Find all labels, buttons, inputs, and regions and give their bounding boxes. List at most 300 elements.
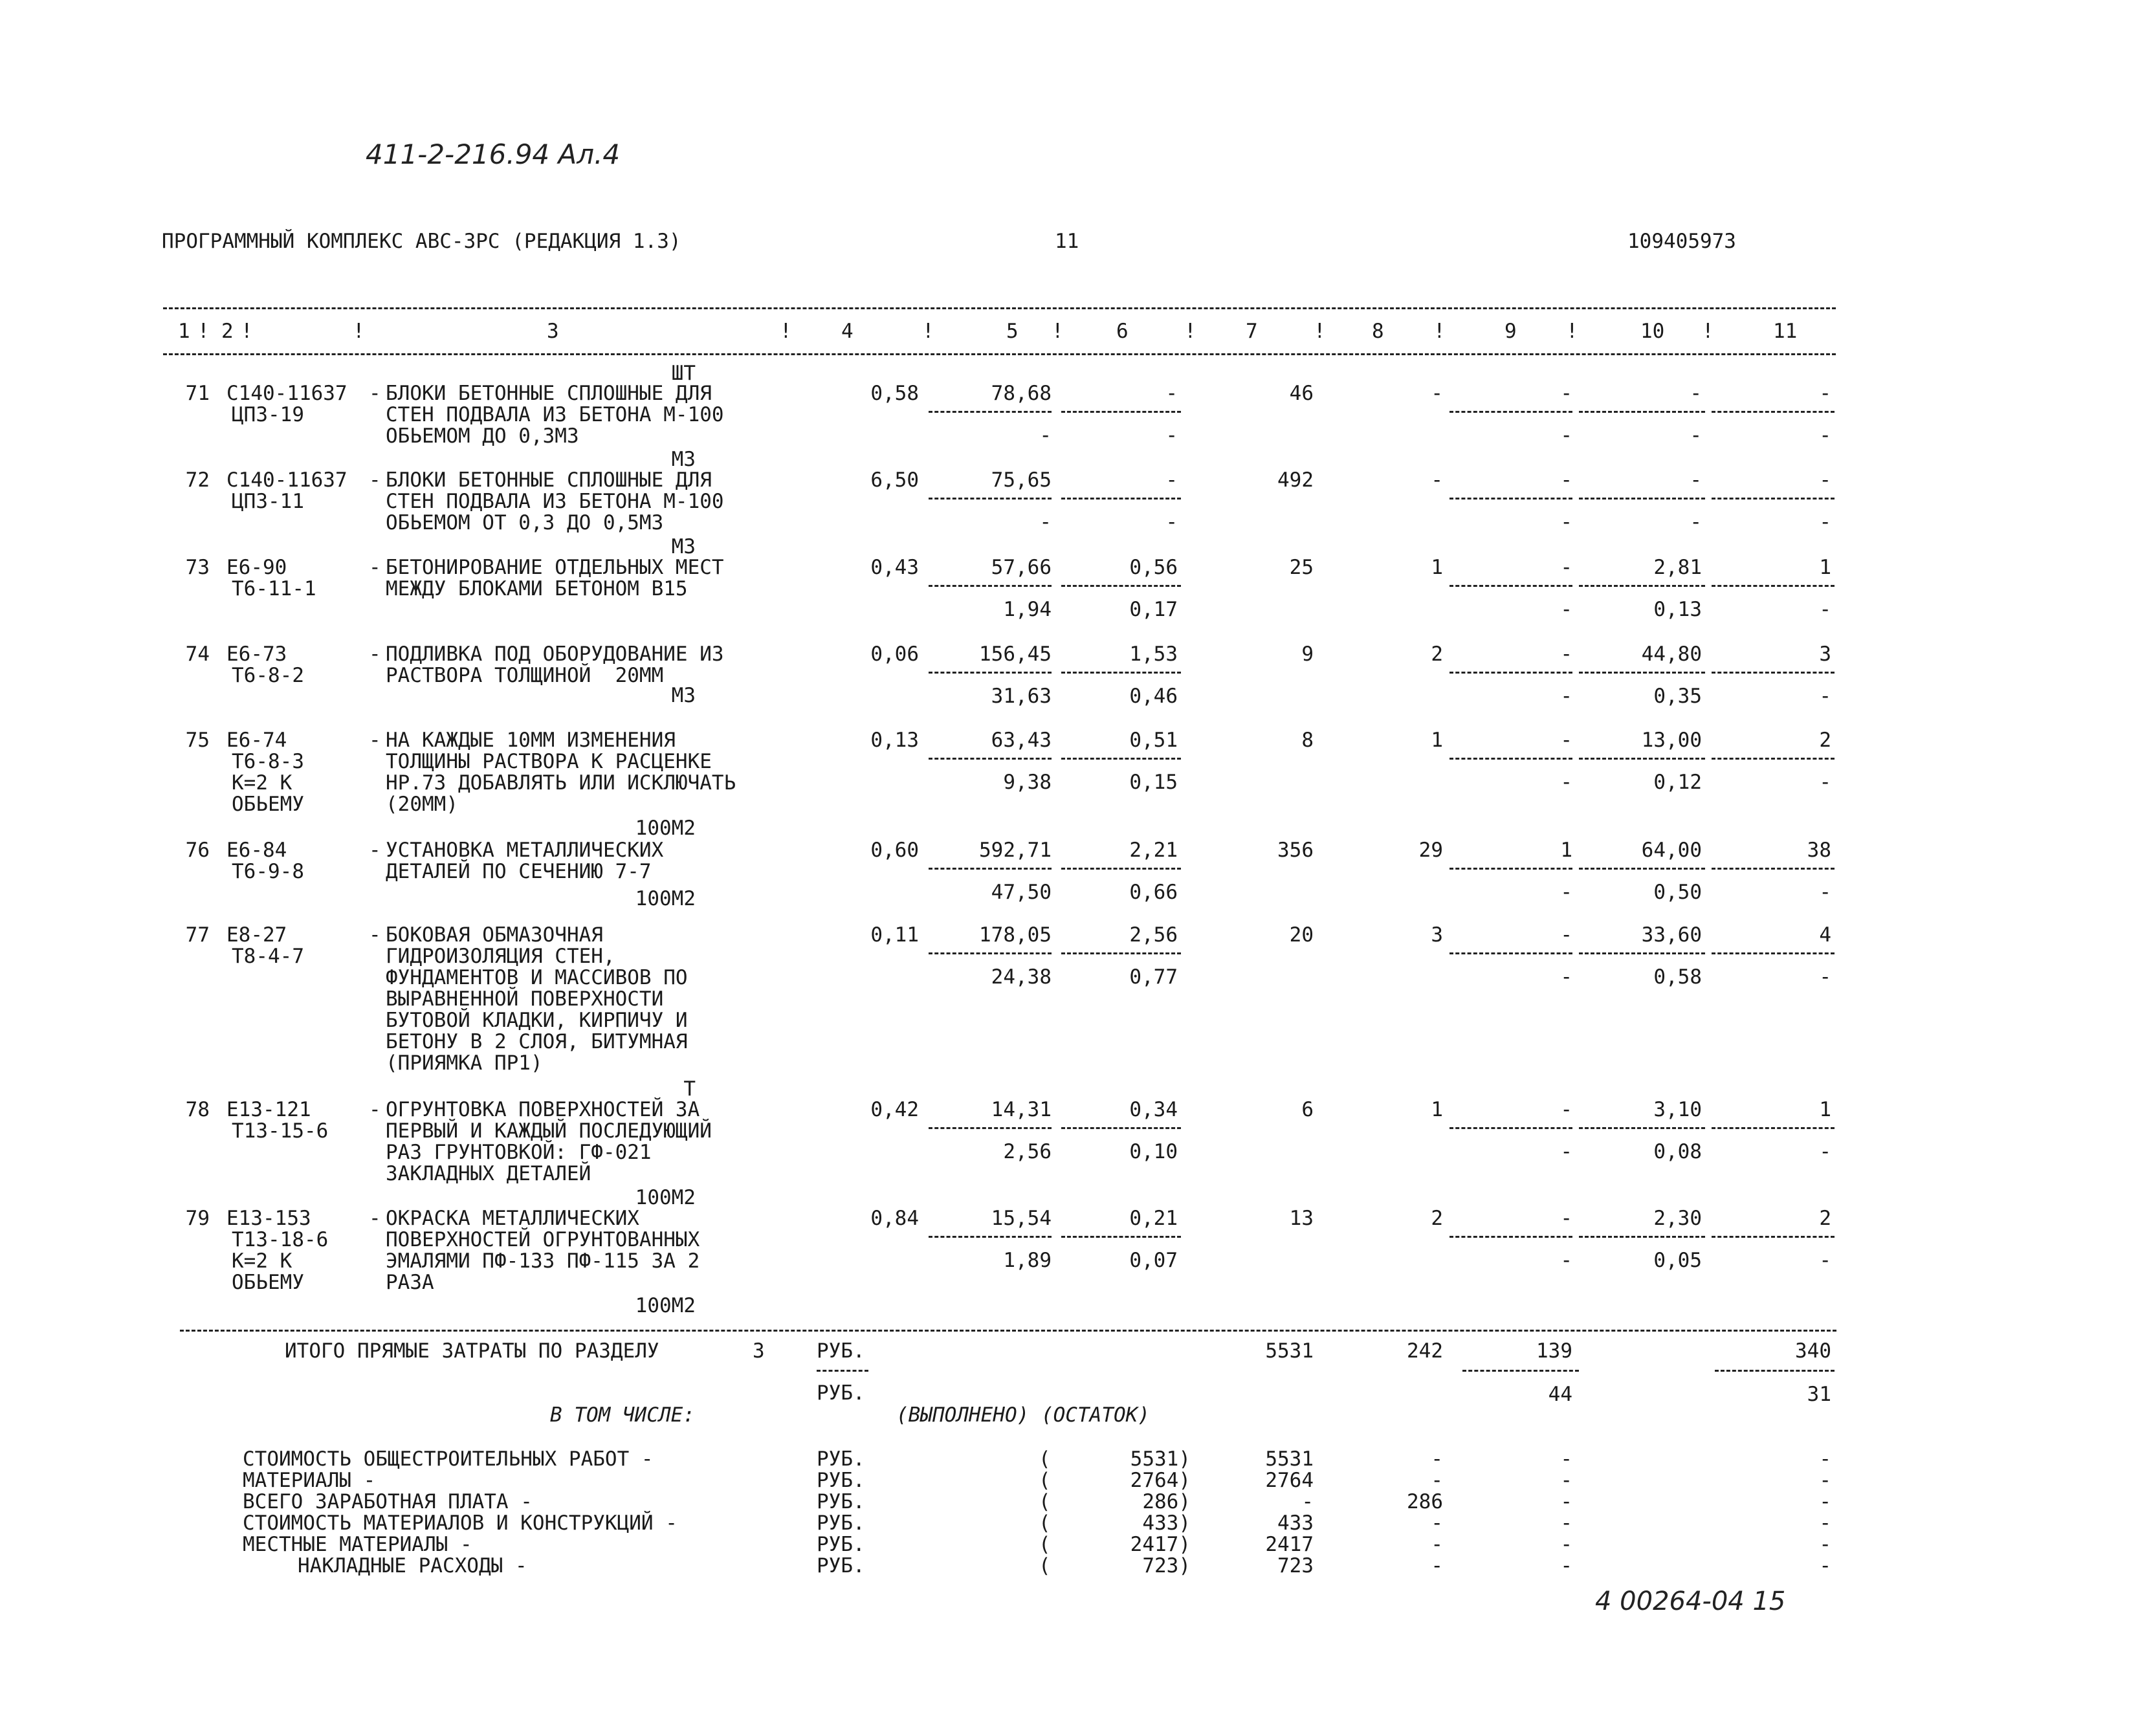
- row-col9-second: -: [1560, 598, 1572, 621]
- row-col10: 33,60: [1641, 923, 1702, 947]
- row-unit: 100М2: [635, 1294, 696, 1317]
- row-description-line: ОБЬЕМОМ ОТ 0,3 ДО 0,5М3: [386, 511, 664, 534]
- row-col9: -: [1560, 556, 1572, 579]
- totals-currency-rule: [817, 1370, 868, 1372]
- row-unit-wage: 0,56: [1129, 556, 1178, 579]
- row-unit-cost: 15,54: [991, 1207, 1052, 1230]
- row-code-secondary: Т6-8-3: [232, 750, 304, 773]
- row-split-rule: [929, 411, 1052, 413]
- row-split-rule: [929, 868, 1052, 870]
- totals-col7: 5531: [1265, 1339, 1314, 1363]
- row-number: 73: [185, 556, 210, 579]
- breakdown-col11: -: [1819, 1533, 1831, 1556]
- breakdown-done: 2764): [1130, 1469, 1191, 1492]
- row-split-rule: [1449, 498, 1572, 500]
- breakdown-open-paren: (: [1039, 1447, 1051, 1471]
- row-unit-wage-second: 0,07: [1129, 1249, 1178, 1272]
- row-number: 76: [185, 839, 210, 862]
- row-dash: -: [369, 643, 381, 666]
- row-total-cost: 6: [1301, 1098, 1314, 1121]
- breakdown-label: СТОИМОСТЬ ОБЩЕСТРОИТЕЛЬНЫХ РАБОТ -: [243, 1447, 654, 1471]
- row-description-line: ТОЛЩИНЫ РАСТВОРА К РАСЦЕНКЕ: [386, 750, 712, 773]
- row-code: Е6-74: [226, 729, 287, 752]
- breakdown-col8: -: [1431, 1554, 1443, 1577]
- row-code-secondary: Т6-9-8: [232, 860, 304, 883]
- row-total-cost: 46: [1289, 382, 1314, 405]
- row-col9: -: [1560, 468, 1572, 492]
- totals-label: ИТОГО ПРЯМЫЕ ЗАТРАТЫ ПО РАЗДЕЛУ: [285, 1339, 659, 1363]
- row-unit-cost-second: 2,56: [1003, 1140, 1052, 1163]
- row-split-rule: [1579, 952, 1705, 954]
- row-split-rule: [1449, 758, 1572, 760]
- row-split-rule: [1712, 758, 1835, 760]
- breakdown-col9: -: [1560, 1469, 1572, 1492]
- row-total-cost: 20: [1289, 923, 1314, 947]
- row-description-line: ДЕТАЛЕЙ ПО СЕЧЕНИЮ 7-7: [386, 860, 652, 883]
- page-number: 11: [1055, 230, 1079, 253]
- breakdown-label: НАКЛАДНЫЕ РАСХОДЫ -: [298, 1554, 527, 1577]
- totals-section-number: 3: [753, 1339, 765, 1363]
- row-col11: 2: [1819, 1207, 1831, 1230]
- column-header-11: 11: [1773, 320, 1798, 343]
- row-split-rule: [1579, 672, 1705, 674]
- row-split-rule: [1061, 868, 1181, 870]
- row-number: 77: [185, 923, 210, 947]
- row-unit-wage-second: 0,66: [1129, 881, 1178, 904]
- row-unit: ШТ: [671, 362, 696, 385]
- column-separator: !: [353, 320, 365, 343]
- row-col9: -: [1560, 643, 1572, 666]
- row-split-rule: [1712, 952, 1835, 954]
- row-unit-cost: 156,45: [979, 643, 1052, 666]
- row-code: Е13-121: [226, 1098, 311, 1121]
- row-split-rule: [1579, 498, 1705, 500]
- breakdown-col7: 2417: [1265, 1533, 1314, 1556]
- row-number: 78: [185, 1098, 210, 1121]
- row-col11-second: -: [1819, 598, 1831, 621]
- row-unit-cost-second: 31,63: [991, 685, 1052, 708]
- row-unit-cost: 63,43: [991, 729, 1052, 752]
- row-split-rule: [929, 952, 1052, 954]
- breakdown-col8: -: [1431, 1447, 1443, 1471]
- row-col9: -: [1560, 382, 1572, 405]
- row-description-line: НР.73 ДОБАВЛЯТЬ ИЛИ ИСКЛЮЧАТЬ: [386, 771, 736, 795]
- row-coefficient-note: ОБЬЕМУ: [232, 793, 304, 816]
- breakdown-currency: РУБ.: [817, 1469, 865, 1492]
- column-header-8: 8: [1372, 320, 1384, 343]
- row-unit-cost: 57,66: [991, 556, 1052, 579]
- breakdown-done: 5531): [1130, 1447, 1191, 1471]
- row-col10-second: 0,12: [1653, 771, 1702, 794]
- row-code: Е8-27: [226, 923, 287, 947]
- breakdown-done: 723): [1142, 1554, 1191, 1577]
- row-col9-second: -: [1560, 771, 1572, 794]
- row-col10-second: -: [1690, 424, 1702, 447]
- column-separator: !: [1566, 320, 1578, 343]
- row-col11-second: -: [1819, 771, 1831, 794]
- row-description-line: СТЕН ПОДВАЛА ИЗ БЕТОНА М-100: [386, 490, 724, 513]
- row-description-line: РАЗ ГРУНТОВКОЙ: ГФ-021: [386, 1141, 652, 1164]
- column-separator: !: [1702, 320, 1714, 343]
- breakdown-open-paren: (: [1039, 1469, 1051, 1492]
- row-description-line: ПЕРВЫЙ И КАЖДЫЙ ПОСЛЕДУЮЩИЙ: [386, 1119, 712, 1143]
- row-description-line: РАЗА: [386, 1271, 434, 1294]
- row-description-line: МЕЖДУ БЛОКАМИ БЕТОНОМ В15: [386, 577, 688, 600]
- row-split-rule: [1449, 585, 1572, 587]
- row-unit-wage-second: -: [1165, 424, 1178, 447]
- row-dash: -: [369, 1098, 381, 1121]
- row-code: С140-11637: [226, 382, 347, 405]
- row-unit-wage: 0,21: [1129, 1207, 1178, 1230]
- row-col11: 1: [1819, 1098, 1831, 1121]
- row-col11-second: -: [1819, 1249, 1831, 1272]
- row-col10: 13,00: [1641, 729, 1702, 752]
- row-total-cost: 8: [1301, 729, 1314, 752]
- row-split-rule: [1712, 585, 1835, 587]
- row-number: 74: [185, 643, 210, 666]
- row-unit-wage: 1,53: [1129, 643, 1178, 666]
- row-code: Е13-153: [226, 1207, 311, 1230]
- row-total-wage: 2: [1431, 1207, 1443, 1230]
- row-col9-second: -: [1560, 1249, 1572, 1272]
- row-unit-cost: 592,71: [979, 839, 1052, 862]
- row-split-rule: [1449, 1127, 1572, 1129]
- row-col9-second: -: [1560, 881, 1572, 904]
- row-col10: -: [1690, 382, 1702, 405]
- row-col10: -: [1690, 468, 1702, 492]
- breakdown-col9: -: [1560, 1490, 1572, 1513]
- column-separator: !: [1314, 320, 1326, 343]
- row-col10: 44,80: [1641, 643, 1702, 666]
- row-code: Е6-90: [226, 556, 287, 579]
- breakdown-label: МАТЕРИАЛЫ -: [243, 1469, 376, 1492]
- breakdown-label: МЕСТНЫЕ МАТЕРИАЛЫ -: [243, 1533, 472, 1556]
- done-remaining-header: (ВЫПОЛНЕНО) (ОСТАТОК): [896, 1403, 1150, 1427]
- row-total-cost: 356: [1277, 839, 1314, 862]
- row-split-rule: [1579, 585, 1705, 587]
- row-total-wage: 1: [1431, 556, 1443, 579]
- row-split-rule: [929, 585, 1052, 587]
- row-description-line: ОГРУНТОВКА ПОВЕРХНОСТЕЙ ЗА: [386, 1098, 700, 1121]
- row-dash: -: [369, 923, 381, 947]
- row-unit-wage-second: 0,17: [1129, 598, 1178, 621]
- row-total-wage: 1: [1431, 729, 1443, 752]
- row-split-rule: [929, 1236, 1052, 1238]
- row-split-rule: [1061, 1127, 1181, 1129]
- row-code-secondary: Т6-11-1: [232, 577, 316, 600]
- row-unit-cost: 14,31: [991, 1098, 1052, 1121]
- column-separator: !: [1433, 320, 1446, 343]
- row-description-line: (ПРИЯМКА ПР1): [386, 1051, 543, 1075]
- row-split-rule: [1712, 1236, 1835, 1238]
- header-top-rule: [163, 307, 1836, 309]
- row-col11: 3: [1819, 643, 1831, 666]
- row-description-line: УСТАНОВКА МЕТАЛЛИЧЕСКИХ: [386, 839, 664, 862]
- row-dash: -: [369, 556, 381, 579]
- row-col10-second: 0,35: [1653, 685, 1702, 708]
- row-split-rule: [929, 498, 1052, 500]
- row-unit-cost: 75,65: [991, 468, 1052, 492]
- breakdown-currency: РУБ.: [817, 1447, 865, 1471]
- column-header-4: 4: [841, 320, 854, 343]
- row-description-line: ПОВЕРХНОСТЕЙ ОГРУНТОВАННЫХ: [386, 1228, 700, 1251]
- row-description-line: БОКОВАЯ ОБМАЗОЧНАЯ: [386, 923, 603, 947]
- row-total-wage: -: [1431, 468, 1443, 492]
- row-split-rule: [1449, 868, 1572, 870]
- row-split-rule: [1579, 1236, 1705, 1238]
- row-col9-second: -: [1560, 424, 1572, 447]
- row-col9-second: -: [1560, 511, 1572, 534]
- row-unit-wage-second: 0,15: [1129, 771, 1178, 794]
- row-description-line: ОКРАСКА МЕТАЛЛИЧЕСКИХ: [386, 1207, 639, 1230]
- row-code-secondary: Т13-15-6: [232, 1119, 329, 1143]
- row-split-rule: [1061, 672, 1181, 674]
- row-split-rule: [1449, 672, 1572, 674]
- column-header-5: 5: [1006, 320, 1019, 343]
- row-col11-second: -: [1819, 965, 1831, 989]
- row-description-line: СТЕН ПОДВАЛА ИЗ БЕТОНА М-100: [386, 403, 724, 426]
- row-unit: 100М2: [635, 887, 696, 910]
- totals-col9-rule: [1462, 1370, 1579, 1372]
- breakdown-col7: -: [1301, 1490, 1314, 1513]
- row-split-rule: [1579, 868, 1705, 870]
- row-col11-second: -: [1819, 881, 1831, 904]
- breakdown-col8: -: [1431, 1469, 1443, 1492]
- breakdown-col11: -: [1819, 1490, 1831, 1513]
- row-description-line: ФУНДАМЕНТОВ И МАССИВОВ ПО: [386, 966, 688, 989]
- row-code-secondary: Т8-4-7: [232, 945, 304, 968]
- row-description-line: ЗАКЛАДНЫХ ДЕТАЛЕЙ: [386, 1162, 591, 1185]
- row-unit-cost-second: 1,89: [1003, 1249, 1052, 1272]
- row-split-rule: [1061, 498, 1181, 500]
- row-col10-second: -: [1690, 511, 1702, 534]
- row-col11-second: -: [1819, 424, 1831, 447]
- row-total-wage: 2: [1431, 643, 1443, 666]
- row-col10: 2,81: [1653, 556, 1702, 579]
- breakdown-col11: -: [1819, 1554, 1831, 1577]
- row-col10: 64,00: [1641, 839, 1702, 862]
- row-split-rule: [929, 672, 1052, 674]
- row-unit: М3: [671, 684, 696, 707]
- row-split-rule: [1449, 411, 1572, 413]
- row-code-secondary: Т6-8-2: [232, 664, 304, 687]
- breakdown-col9: -: [1560, 1554, 1572, 1577]
- row-unit-wage: -: [1165, 468, 1178, 492]
- row-col10-second: 0,50: [1653, 881, 1702, 904]
- column-separator: !: [922, 320, 934, 343]
- row-col10: 3,10: [1653, 1098, 1702, 1121]
- column-separator: !: [1052, 320, 1064, 343]
- row-unit-wage: 2,56: [1129, 923, 1178, 947]
- row-col9: -: [1560, 1098, 1572, 1121]
- row-number: 71: [185, 382, 210, 405]
- row-unit-wage-second: -: [1165, 511, 1178, 534]
- totals-col11-rule: [1715, 1370, 1835, 1372]
- breakdown-col11: -: [1819, 1469, 1831, 1492]
- handwritten-document-number: 411-2-216.94 Ал.4: [366, 138, 621, 170]
- row-description-line: ОБЬЕМОМ ДО 0,3М3: [386, 424, 579, 448]
- row-quantity: 0,42: [870, 1098, 919, 1121]
- column-header-7: 7: [1246, 320, 1258, 343]
- row-description-line: БЕТОНИРОВАНИЕ ОТДЕЛЬНЫХ МЕСТ: [386, 556, 724, 579]
- row-split-rule: [1712, 498, 1835, 500]
- column-header-6: 6: [1116, 320, 1129, 343]
- row-col9: -: [1560, 923, 1572, 947]
- handwritten-sheet-number: 4 00264-04 15: [1595, 1587, 1786, 1616]
- row-dash: -: [369, 382, 381, 405]
- row-dash: -: [369, 839, 381, 862]
- row-col9: 1: [1560, 839, 1572, 862]
- row-code-secondary: Т13-18-6: [232, 1228, 329, 1251]
- document-code: 109405973: [1627, 230, 1736, 253]
- row-description-line: БЕТОНУ В 2 СЛОЯ, БИТУМНАЯ: [386, 1030, 688, 1053]
- column-header-1: 1: [178, 320, 190, 343]
- row-code: С140-11637: [226, 468, 347, 492]
- row-col11-second: -: [1819, 1140, 1831, 1163]
- row-split-rule: [929, 758, 1052, 760]
- totals-col9: 139: [1536, 1339, 1572, 1363]
- row-quantity: 0,60: [870, 839, 919, 862]
- row-unit-cost: 178,05: [979, 923, 1052, 947]
- row-col10: 2,30: [1653, 1207, 1702, 1230]
- row-description-line: БЛОКИ БЕТОННЫЕ СПЛОШНЫЕ ДЛЯ: [386, 468, 712, 492]
- breakdown-open-paren: (: [1039, 1554, 1051, 1577]
- row-col10-second: 0,08: [1653, 1140, 1702, 1163]
- row-unit-cost: 78,68: [991, 382, 1052, 405]
- header-bottom-rule: [163, 353, 1836, 355]
- row-col9: -: [1560, 729, 1572, 752]
- row-total-cost: 9: [1301, 643, 1314, 666]
- row-col11: -: [1819, 468, 1831, 492]
- row-split-rule: [1061, 758, 1181, 760]
- page-title: ПРОГРАММНЫЙ КОМПЛЕКС АВС-3РС (РЕДАКЦИЯ 1.3): [162, 230, 681, 253]
- totals-col11-second: 31: [1807, 1383, 1831, 1406]
- row-split-rule: [1061, 1236, 1181, 1238]
- row-total-wage: 1: [1431, 1098, 1443, 1121]
- breakdown-col7: 5531: [1265, 1447, 1314, 1471]
- breakdown-col9: -: [1560, 1447, 1572, 1471]
- breakdown-done: 286): [1142, 1490, 1191, 1513]
- row-col9: -: [1560, 1207, 1572, 1230]
- breakdown-open-paren: (: [1039, 1533, 1051, 1556]
- column-header-2: 2: [221, 320, 234, 343]
- row-quantity: 0,43: [870, 556, 919, 579]
- breakdown-col11: -: [1819, 1511, 1831, 1535]
- row-col11-second: -: [1819, 685, 1831, 708]
- row-col9-second: -: [1560, 965, 1572, 989]
- row-quantity: 0,11: [870, 923, 919, 947]
- row-col11: 38: [1807, 839, 1831, 862]
- row-unit-wage: 0,51: [1129, 729, 1178, 752]
- row-split-rule: [1449, 952, 1572, 954]
- row-code-secondary: ЦП3-19: [232, 403, 304, 426]
- row-split-rule: [1061, 952, 1181, 954]
- row-total-wage: 3: [1431, 923, 1443, 947]
- breakdown-currency: РУБ.: [817, 1554, 865, 1577]
- row-unit: М3: [671, 448, 696, 471]
- breakdown-open-paren: (: [1039, 1490, 1051, 1513]
- breakdown-done: 2417): [1130, 1533, 1191, 1556]
- row-col10-second: 0,05: [1653, 1249, 1702, 1272]
- row-dash: -: [369, 1207, 381, 1230]
- row-quantity: 0,06: [870, 643, 919, 666]
- row-unit-wage-second: 0,77: [1129, 965, 1178, 989]
- row-unit: Т: [683, 1077, 696, 1101]
- row-split-rule: [1579, 758, 1705, 760]
- breakdown-currency: РУБ.: [817, 1511, 865, 1535]
- row-split-rule: [1449, 1236, 1572, 1238]
- totals-col11: 340: [1795, 1339, 1831, 1363]
- row-unit-wage-second: 0,46: [1129, 685, 1178, 708]
- row-unit-wage-second: 0,10: [1129, 1140, 1178, 1163]
- row-col11-second: -: [1819, 511, 1831, 534]
- table-bottom-rule: [180, 1330, 1836, 1332]
- row-unit-wage: -: [1165, 382, 1178, 405]
- breakdown-col7: 2764: [1265, 1469, 1314, 1492]
- row-code-secondary: ЦП3-11: [232, 490, 304, 513]
- row-quantity: 0,13: [870, 729, 919, 752]
- row-unit-cost-second: 1,94: [1003, 598, 1052, 621]
- column-separator: !: [241, 320, 253, 343]
- row-description-line: ЭМАЛЯМИ ПФ-133 ПФ-115 ЗА 2: [386, 1249, 700, 1273]
- row-coefficient: К=2 К: [232, 771, 292, 795]
- row-col10-second: 0,13: [1653, 598, 1702, 621]
- row-description-line: НА КАЖДЫЕ 10ММ ИЗМЕНЕНИЯ: [386, 729, 676, 752]
- row-description-line: БУТОВОЙ КЛАДКИ, КИРПИЧУ И: [386, 1009, 688, 1032]
- totals-currency-2: РУБ.: [817, 1381, 865, 1405]
- row-unit-cost-second: 47,50: [991, 881, 1052, 904]
- row-total-cost: 13: [1289, 1207, 1314, 1230]
- row-unit-cost-second: -: [1039, 424, 1052, 447]
- row-unit: М3: [671, 535, 696, 558]
- row-dash: -: [369, 468, 381, 492]
- row-unit-cost-second: 24,38: [991, 965, 1052, 989]
- row-split-rule: [1579, 1127, 1705, 1129]
- totals-col8: 242: [1407, 1339, 1443, 1363]
- including-label: В ТОМ ЧИСЛЕ:: [550, 1403, 695, 1427]
- column-header-9: 9: [1504, 320, 1517, 343]
- row-unit: 100М2: [635, 1186, 696, 1209]
- totals-col9-second: 44: [1548, 1383, 1572, 1406]
- column-separator: !: [1184, 320, 1196, 343]
- row-col9-second: -: [1560, 1140, 1572, 1163]
- breakdown-col8: -: [1431, 1533, 1443, 1556]
- row-split-rule: [1712, 411, 1835, 413]
- breakdown-currency: РУБ.: [817, 1533, 865, 1556]
- column-header-10: 10: [1640, 320, 1665, 343]
- breakdown-currency: РУБ.: [817, 1490, 865, 1513]
- row-split-rule: [1712, 1127, 1835, 1129]
- column-separator: !: [780, 320, 792, 343]
- row-col11: 1: [1819, 556, 1831, 579]
- row-total-cost: 25: [1289, 556, 1314, 579]
- row-number: 72: [185, 468, 210, 492]
- row-split-rule: [1712, 868, 1835, 870]
- row-description-line: ПОДЛИВКА ПОД ОБОРУДОВАНИЕ ИЗ: [386, 643, 724, 666]
- breakdown-col9: -: [1560, 1511, 1572, 1535]
- row-col11: -: [1819, 382, 1831, 405]
- totals-currency: РУБ.: [817, 1339, 865, 1363]
- row-split-rule: [1712, 672, 1835, 674]
- row-col9-second: -: [1560, 685, 1572, 708]
- breakdown-open-paren: (: [1039, 1511, 1051, 1535]
- row-description-line: (20ММ): [386, 793, 458, 816]
- row-quantity: 6,50: [870, 468, 919, 492]
- column-header-3: 3: [547, 320, 559, 343]
- row-quantity: 0,58: [870, 382, 919, 405]
- row-col11: 4: [1819, 923, 1831, 947]
- row-split-rule: [1061, 585, 1181, 587]
